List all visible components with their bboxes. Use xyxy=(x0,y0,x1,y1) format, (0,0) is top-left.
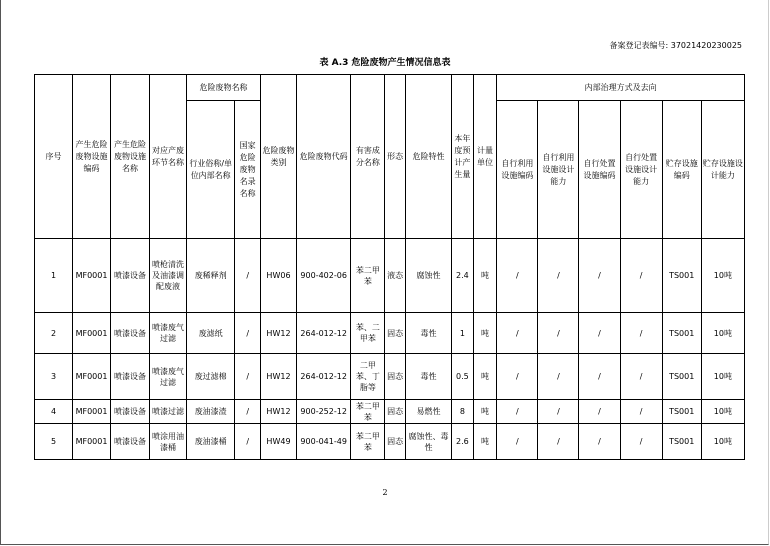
cell-facility-code: MF0001 xyxy=(73,424,111,460)
header-property: 危险特性 xyxy=(405,75,451,239)
cell-util-code: / xyxy=(497,239,538,313)
cell-harmful: 苯、二甲苯 xyxy=(351,313,385,354)
cell-code: 900-252-12 xyxy=(296,400,350,424)
cell-facility-name: 喷漆设备 xyxy=(111,400,150,424)
cell-category: HW06 xyxy=(261,239,297,313)
header-disp-code: 自行处置设施编码 xyxy=(579,101,620,239)
cell-seq: 4 xyxy=(35,400,73,424)
cell-disp-code: / xyxy=(579,400,620,424)
cell-storage-code: TS001 xyxy=(662,354,701,400)
cell-form: 液态 xyxy=(385,239,406,313)
header-harmful: 有害成分名称 xyxy=(351,75,385,239)
cell-disp-cap: / xyxy=(620,424,662,460)
cell-unit: 吨 xyxy=(473,313,497,354)
cell-category: HW12 xyxy=(261,354,297,400)
cell-harmful: 苯二甲苯 xyxy=(351,239,385,313)
cell-harmful: 二甲苯、丁脂等 xyxy=(351,354,385,400)
cell-annual: 8 xyxy=(452,400,474,424)
header-national-name: 国家危险废物名录名称 xyxy=(235,101,261,239)
header-industry-name: 行业俗称/单位内部名称 xyxy=(187,101,235,239)
header-form: 形态 xyxy=(385,75,406,239)
cell-process: 喷枪清洗及油漆调配废液 xyxy=(150,239,187,313)
cell-unit: 吨 xyxy=(473,424,497,460)
cell-disp-code: / xyxy=(579,424,620,460)
header-unit: 计量单位 xyxy=(473,75,497,239)
cell-seq: 5 xyxy=(35,424,73,460)
cell-national-name: / xyxy=(235,424,261,460)
cell-disp-cap: / xyxy=(620,400,662,424)
cell-storage-code: TS001 xyxy=(662,400,701,424)
cell-storage-cap: 10吨 xyxy=(701,239,744,313)
cell-unit: 吨 xyxy=(473,400,497,424)
cell-property: 腐蚀性、毒性 xyxy=(405,424,451,460)
header-util-cap: 自行利用设施设计能力 xyxy=(538,101,579,239)
cell-facility-code: MF0001 xyxy=(73,313,111,354)
cell-seq: 2 xyxy=(35,313,73,354)
cell-harmful: 苯二甲苯 xyxy=(351,424,385,460)
table-row xyxy=(35,424,745,460)
cell-industry-name: 废滤纸 xyxy=(187,313,235,354)
cell-code: 900-041-49 xyxy=(296,424,350,460)
cell-util-cap: / xyxy=(538,424,579,460)
cell-form: 固态 xyxy=(385,424,406,460)
header-disp-cap: 自行处置设施设计能力 xyxy=(620,101,662,239)
cell-annual: 2.6 xyxy=(452,424,474,460)
cell-harmful: 苯二甲苯 xyxy=(351,400,385,424)
cell-property: 腐蚀性 xyxy=(405,239,451,313)
cell-facility-code: MF0001 xyxy=(73,400,111,424)
cell-process: 喷漆过滤 xyxy=(150,400,187,424)
cell-facility-code: MF0001 xyxy=(73,239,111,313)
cell-industry-name: 废油漆桶 xyxy=(187,424,235,460)
table-row xyxy=(35,354,745,400)
cell-process: 喷漆废气过滤 xyxy=(150,354,187,400)
cell-storage-cap: 10吨 xyxy=(701,354,744,400)
header-storage-cap: 贮存设施设计能力 xyxy=(701,101,744,239)
cell-storage-cap: 10吨 xyxy=(701,400,744,424)
cell-facility-name: 喷漆设备 xyxy=(111,424,150,460)
header-facility-code: 产生危险废物设施编码 xyxy=(73,75,111,239)
cell-code: 264-012-12 xyxy=(296,313,350,354)
cell-national-name: / xyxy=(235,239,261,313)
cell-facility-name: 喷漆设备 xyxy=(111,313,150,354)
header-annual: 本年度预计产生量 xyxy=(452,75,474,239)
table-row xyxy=(35,400,745,424)
cell-national-name: / xyxy=(235,313,261,354)
cell-facility-code: MF0001 xyxy=(73,354,111,400)
cell-category: HW12 xyxy=(261,313,297,354)
table-row xyxy=(35,313,745,354)
table-row xyxy=(35,239,745,313)
header-seq: 序号 xyxy=(35,75,73,239)
cell-util-code: / xyxy=(497,354,538,400)
hazardous-waste-table xyxy=(34,74,745,460)
cell-category: HW49 xyxy=(261,424,297,460)
cell-unit: 吨 xyxy=(473,239,497,313)
cell-unit: 吨 xyxy=(473,354,497,400)
cell-industry-name: 废稀释剂 xyxy=(187,239,235,313)
cell-disp-cap: / xyxy=(620,313,662,354)
cell-annual: 1 xyxy=(452,313,474,354)
header-category: 危险废物类别 xyxy=(261,75,297,239)
cell-util-cap: / xyxy=(538,354,579,400)
cell-annual: 0.5 xyxy=(452,354,474,400)
cell-storage-cap: 10吨 xyxy=(701,424,744,460)
cell-form: 固态 xyxy=(385,354,406,400)
cell-annual: 2.4 xyxy=(452,239,474,313)
cell-util-code: / xyxy=(497,400,538,424)
cell-disp-cap: / xyxy=(620,239,662,313)
header-process: 对应产废环节名称 xyxy=(150,75,187,239)
cell-util-code: / xyxy=(497,424,538,460)
cell-industry-name: 废油漆渣 xyxy=(187,400,235,424)
cell-storage-code: TS001 xyxy=(662,313,701,354)
cell-seq: 3 xyxy=(35,354,73,400)
table-title: 表 A.3 危险废物产生情况信息表 xyxy=(319,58,451,68)
cell-form: 固态 xyxy=(385,400,406,424)
cell-national-name: / xyxy=(235,354,261,400)
table-body xyxy=(35,239,745,460)
cell-property: 毒性 xyxy=(405,354,451,400)
cell-facility-name: 喷漆设备 xyxy=(111,239,150,313)
cell-disp-cap: / xyxy=(620,354,662,400)
cell-category: HW12 xyxy=(261,400,297,424)
cell-util-cap: / xyxy=(538,400,579,424)
cell-form: 固态 xyxy=(385,313,406,354)
header-storage-code: 贮存设施编码 xyxy=(662,101,701,239)
cell-disp-code: / xyxy=(579,354,620,400)
cell-national-name: / xyxy=(235,400,261,424)
cell-property: 毒性 xyxy=(405,313,451,354)
cell-storage-code: TS001 xyxy=(662,239,701,313)
cell-storage-code: TS001 xyxy=(662,424,701,460)
cell-code: 900-402-06 xyxy=(296,239,350,313)
record-number: 备案登记表编号: 37021420230025 xyxy=(609,41,742,50)
header-util-code: 自行利用设施编码 xyxy=(497,101,538,239)
cell-process: 喷涂用油漆桶 xyxy=(150,424,187,460)
cell-industry-name: 废过滤棉 xyxy=(187,354,235,400)
cell-storage-cap: 10吨 xyxy=(701,313,744,354)
cell-process: 喷漆废气过滤 xyxy=(150,313,187,354)
cell-disp-code: / xyxy=(579,313,620,354)
cell-code: 264-012-12 xyxy=(296,354,350,400)
cell-util-code: / xyxy=(497,313,538,354)
header-internal-group: 内部治理方式及去向 xyxy=(497,75,745,101)
cell-seq: 1 xyxy=(35,239,73,313)
header-facility-name: 产生危险废物设施名称 xyxy=(111,75,150,239)
header-code: 危险废物代码 xyxy=(296,75,350,239)
cell-util-cap: / xyxy=(538,313,579,354)
header-waste-name-group: 危险废物名称 xyxy=(187,75,261,101)
page-number: 2 xyxy=(382,488,388,497)
cell-util-cap: / xyxy=(538,239,579,313)
cell-disp-code: / xyxy=(579,239,620,313)
cell-property: 易燃性 xyxy=(405,400,451,424)
cell-facility-name: 喷漆设备 xyxy=(111,354,150,400)
